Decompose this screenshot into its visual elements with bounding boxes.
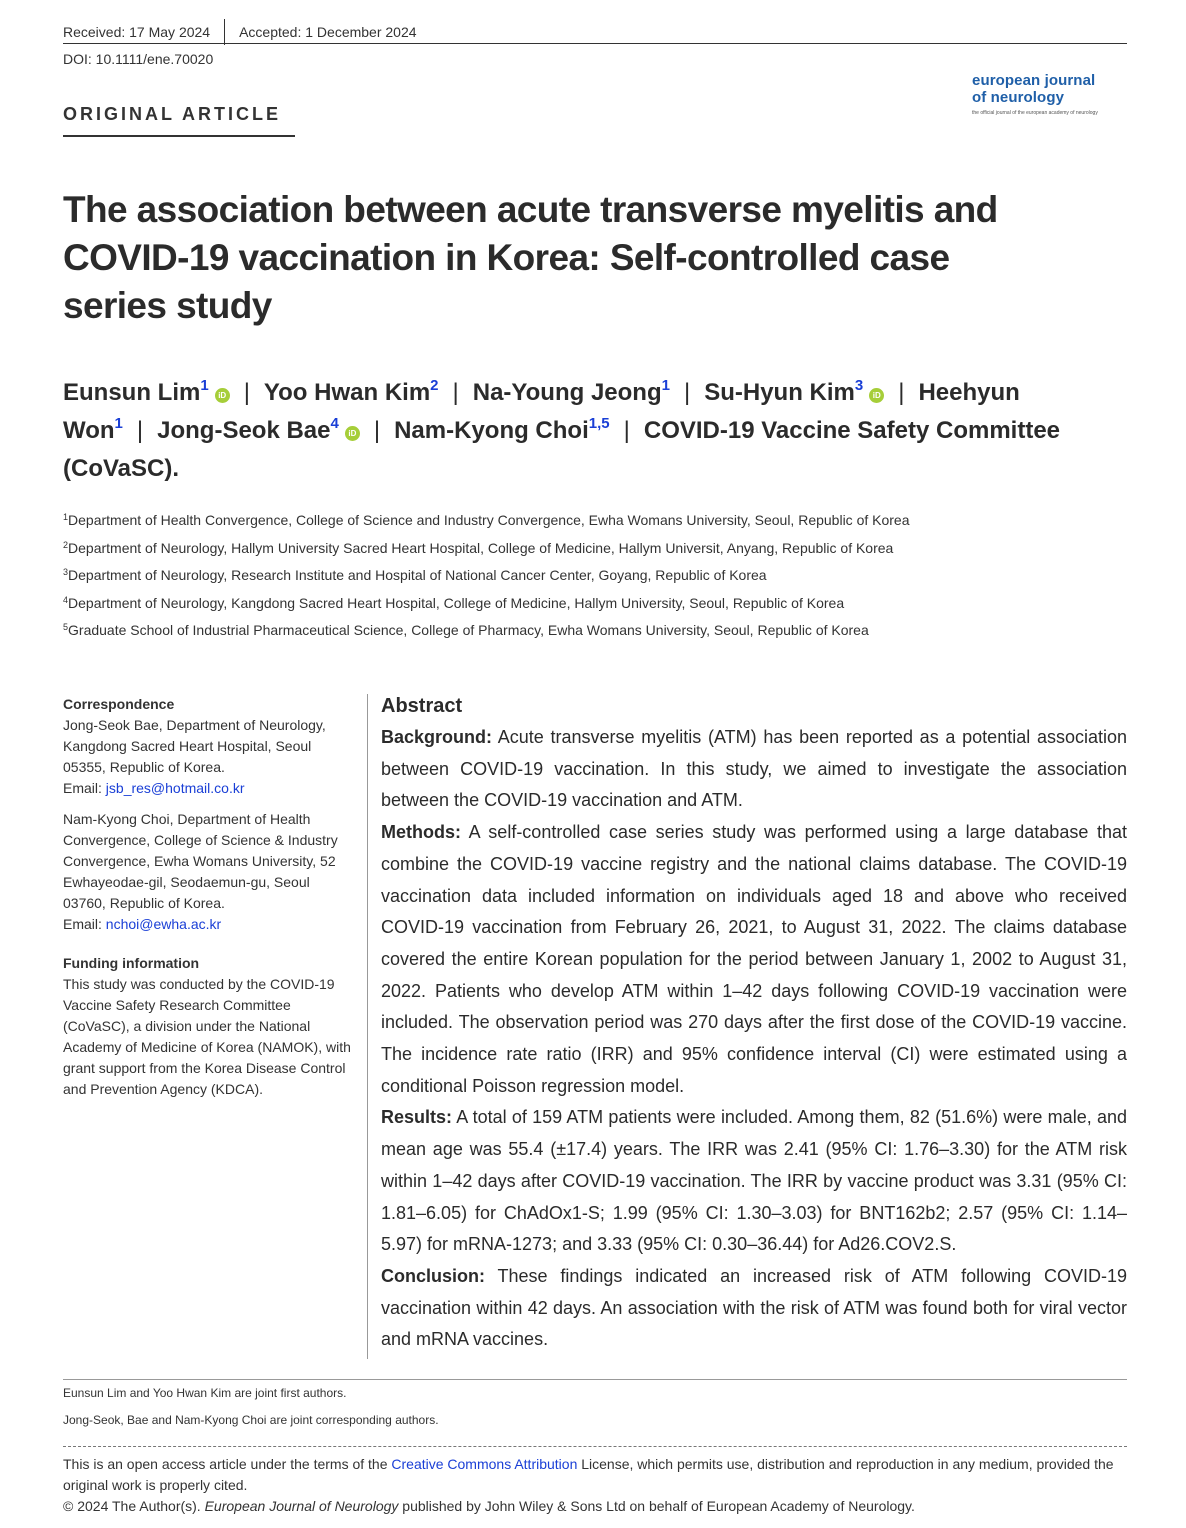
correspondence-2 <box>63 809 353 935</box>
orcid-icon[interactable]: iD <box>869 388 884 403</box>
received-date: Received: 17 May 2024 <box>63 24 211 40</box>
affiliation-text: Department of Neurology, Kangdong Sacred Heart Hospital, College of Medicine, Hallym University, Seoul, Republic of Korea <box>68 594 845 611</box>
author-affiliation-ref[interactable]: 4 <box>330 415 339 432</box>
author-affiliation-ref[interactable]: 1 <box>661 377 670 394</box>
footnote-rule <box>63 1379 1127 1380</box>
affiliation-text: Department of Neurology, Hallym University Sacred Heart Hospital, College of Medicine, Hallym Universit, Anyang, Republic of Korea <box>68 539 894 556</box>
author <box>704 379 884 406</box>
author-name: Yoo Hwan Kim <box>263 379 431 406</box>
journal-name-line1: european journal <box>972 72 1096 89</box>
article-dates <box>63 19 417 45</box>
cc-license-link[interactable]: Creative Commons Attribution <box>391 1456 578 1472</box>
author-separator: | <box>452 379 459 406</box>
affiliation-item <box>63 538 910 566</box>
affiliation-number: 1 <box>63 512 69 522</box>
abstract-results <box>381 1102 1127 1261</box>
author-affiliation-ref[interactable]: 1 <box>114 415 123 432</box>
author <box>157 417 360 444</box>
conclusion-label: Conclusion: <box>381 1265 485 1286</box>
author-name: Eunsun Lim <box>63 379 201 406</box>
copyright-post: published by John Wiley & Sons Ltd on behalf of European Academy of Neurology. <box>398 1498 915 1514</box>
funding-heading: Funding information <box>63 955 200 971</box>
author <box>394 417 610 444</box>
results-label: Results: <box>381 1107 453 1128</box>
license-pre: This is an open access article under the terms of the <box>63 1456 392 1472</box>
author <box>473 379 670 406</box>
correspondence-1-email-link[interactable]: jsb_res@hotmail.co.kr <box>105 780 245 796</box>
correspondence-1-text: Jong-Seok Bae, Department of Neurology, Kangdong Sacred Heart Hospital, Seoul 05355, Republic of Korea. <box>63 717 326 775</box>
author-affiliation-ref[interactable]: 2 <box>430 377 439 394</box>
author-name: Nam-Kyong Choi <box>394 417 589 444</box>
date-divider <box>224 19 225 45</box>
journal-logo[interactable] <box>972 72 1098 116</box>
copyright-journal: European Journal of Neurology <box>204 1498 399 1514</box>
orcid-icon[interactable]: iD <box>215 388 230 403</box>
license-notice <box>63 1454 1127 1517</box>
author-name: Na-Young Jeong <box>472 379 662 406</box>
affiliation-item <box>63 620 910 648</box>
author-separator: | <box>243 379 250 406</box>
copyright-line <box>63 1496 1127 1517</box>
background-label: Background: <box>381 727 493 747</box>
affiliation-item <box>63 565 910 593</box>
author-separator: | <box>373 417 381 444</box>
correspondence-heading: Correspondence <box>63 696 175 712</box>
doi[interactable]: DOI: 10.1111/ene.70020 <box>63 51 214 67</box>
license-text <box>63 1454 1127 1496</box>
author <box>264 379 439 406</box>
license-divider <box>63 1446 1127 1447</box>
article-type: ORIGINAL ARTICLE <box>63 104 281 124</box>
author-affiliation-ref[interactable]: 1 <box>200 377 209 394</box>
affiliation-item <box>63 510 910 538</box>
footnote-joint-first: Eunsun Lim and Yoo Hwan Kim are joint first authors. <box>63 1386 347 1400</box>
author-name: Heehyun Won <box>63 379 1020 444</box>
funding-text: This study was conducted by the COVID-19 Vaccine Safety Research Committee (CoVaSC), a division under the National Academy of Medicine of Korea (NAMOK), with grant support from the Korea Disease Control and Prevention Agency (KDCA). <box>63 976 351 1097</box>
abstract-heading: Abstract <box>381 695 463 717</box>
author-list <box>63 374 1133 488</box>
author-separator: | <box>898 379 905 406</box>
correspondence-1 <box>63 715 353 799</box>
column-divider <box>367 694 368 1359</box>
header-rule <box>63 43 1127 44</box>
affiliation-item <box>63 593 910 621</box>
author-name: COVID-19 Vaccine Safety Committee (CoVaSC). <box>63 417 1061 482</box>
copyright-pre: © 2024 The Author(s). <box>63 1498 205 1514</box>
author-name: Jong-Seok Bae <box>157 417 331 444</box>
orcid-icon[interactable]: iD <box>345 426 360 441</box>
affiliation-number: 4 <box>63 594 69 605</box>
methods-text: A self-controlled case series study was performed using a large database that combine the COVID-19 vaccine registry and the national claims database. The COVID-19 vaccination data included information on individuals aged 18 and above who received COVID-19 vaccination from February 26, 2021, to August 31, 2022. The claims database covered the entire Korean population for the period between January 1, 2002 to August 31, 2022. Patients who develop ATM within 1–42 days following COVID-19 vaccination were included. The observation period was 270 days after the first dose of the COVID-19 vaccine. The incidence rate ratio (IRR) and 95% confidence interval (CI) were estimated using a conditional Poisson regression model. <box>381 822 1127 1096</box>
affiliation-text: Department of Health Convergence, College of Science and Industry Convergence, Ewha Womans University, Seoul, Republic of Korea <box>68 512 910 528</box>
abstract-methods <box>381 817 1127 1102</box>
correspondence-2-email-link[interactable]: nchoi@ewha.ac.kr <box>105 916 222 932</box>
affiliation-text: Department of Neurology, Research Institute and Hospital of National Cancer Center, Goyang, Republic of Korea <box>68 567 767 583</box>
author-separator: | <box>683 379 691 406</box>
results-text: A total of 159 ATM patients were included. Among them, 82 (51.6%) were male, and mean age was 55.4 (±17.4) years. The IRR was 2.41 (95% CI: 1.76–3.30) for the ATM risk within 1–42 days after COVID-19 vaccination. The IRR by vaccine product was 3.31 (95% CI: 1.81–6.05) for ChAdOx1-S; 1.99 (95% CI: 1.30–3.03) for BNT162b2; 2.57 (95% CI: 1.14–5.97) for mRNA-1273; and 3.33 (95% CI: 0.30–36.44) for Ad26.COV2.S. <box>381 1107 1127 1255</box>
affiliation-number: 2 <box>63 539 69 550</box>
background-text: Acute transverse myelitis (ATM) has been reported as a potential association between COVID-19 vaccination. In this study, we aimed to investigate the association between the COVID-19 vaccination and ATM. <box>381 727 1127 811</box>
article-title: The association between acute transverse myelitis and COVID-19 vaccination in Korea: Self-controlled case series study <box>63 189 998 326</box>
abstract <box>381 692 1127 1356</box>
journal-tagline: the official journal of the european academy of neurology <box>972 110 1098 116</box>
author-separator: | <box>136 417 144 444</box>
correspondence-2-email-label: Email: <box>63 916 106 932</box>
sidebar-info <box>63 694 353 1100</box>
methods-label: Methods: <box>381 822 461 843</box>
article-type-underline <box>63 135 295 137</box>
author-affiliation-ref[interactable]: 1,5 <box>588 415 610 432</box>
author-affiliation-ref[interactable]: 3 <box>854 377 864 394</box>
affiliation-text: Graduate School of Industrial Pharmaceutical Science, College of Pharmacy, Ewha Womans University, Seoul, Republic of Korea <box>68 622 869 638</box>
journal-name-line2: of neurology <box>972 89 1065 106</box>
footnote-joint-corresponding: Jong-Seok, Bae and Nam-Kyong Choi are joint corresponding authors. <box>63 1413 439 1427</box>
abstract-background <box>381 722 1127 817</box>
author-name: Su-Hyun Kim <box>704 379 855 406</box>
conclusion-text: These findings indicated an increased risk of ATM following COVID-19 vaccination within 42 days. An association with the risk of ATM was found both for viral vector and mRNA vaccines. <box>381 1265 1127 1350</box>
license-post: License, which permits use, distribution and reproduction in any medium, provided the original work is properly cited. <box>63 1456 1114 1493</box>
affiliation-number: 3 <box>63 567 69 577</box>
affiliation-number: 5 <box>63 622 69 632</box>
author <box>63 379 230 406</box>
affiliations <box>63 510 910 648</box>
abstract-conclusion <box>381 1261 1127 1356</box>
correspondence-1-email-label: Email: <box>63 780 106 796</box>
correspondence-2-text: Nam-Kyong Choi, Department of Health Convergence, College of Science & Industry Convergence, Ewha Womans University, 52 Ewhayeodae-gil, Seodaemun-gu, Seoul 03760, Republic of Korea. <box>63 811 338 911</box>
author-separator: | <box>623 417 630 444</box>
accepted-date: Accepted: 1 December 2024 <box>239 24 417 40</box>
